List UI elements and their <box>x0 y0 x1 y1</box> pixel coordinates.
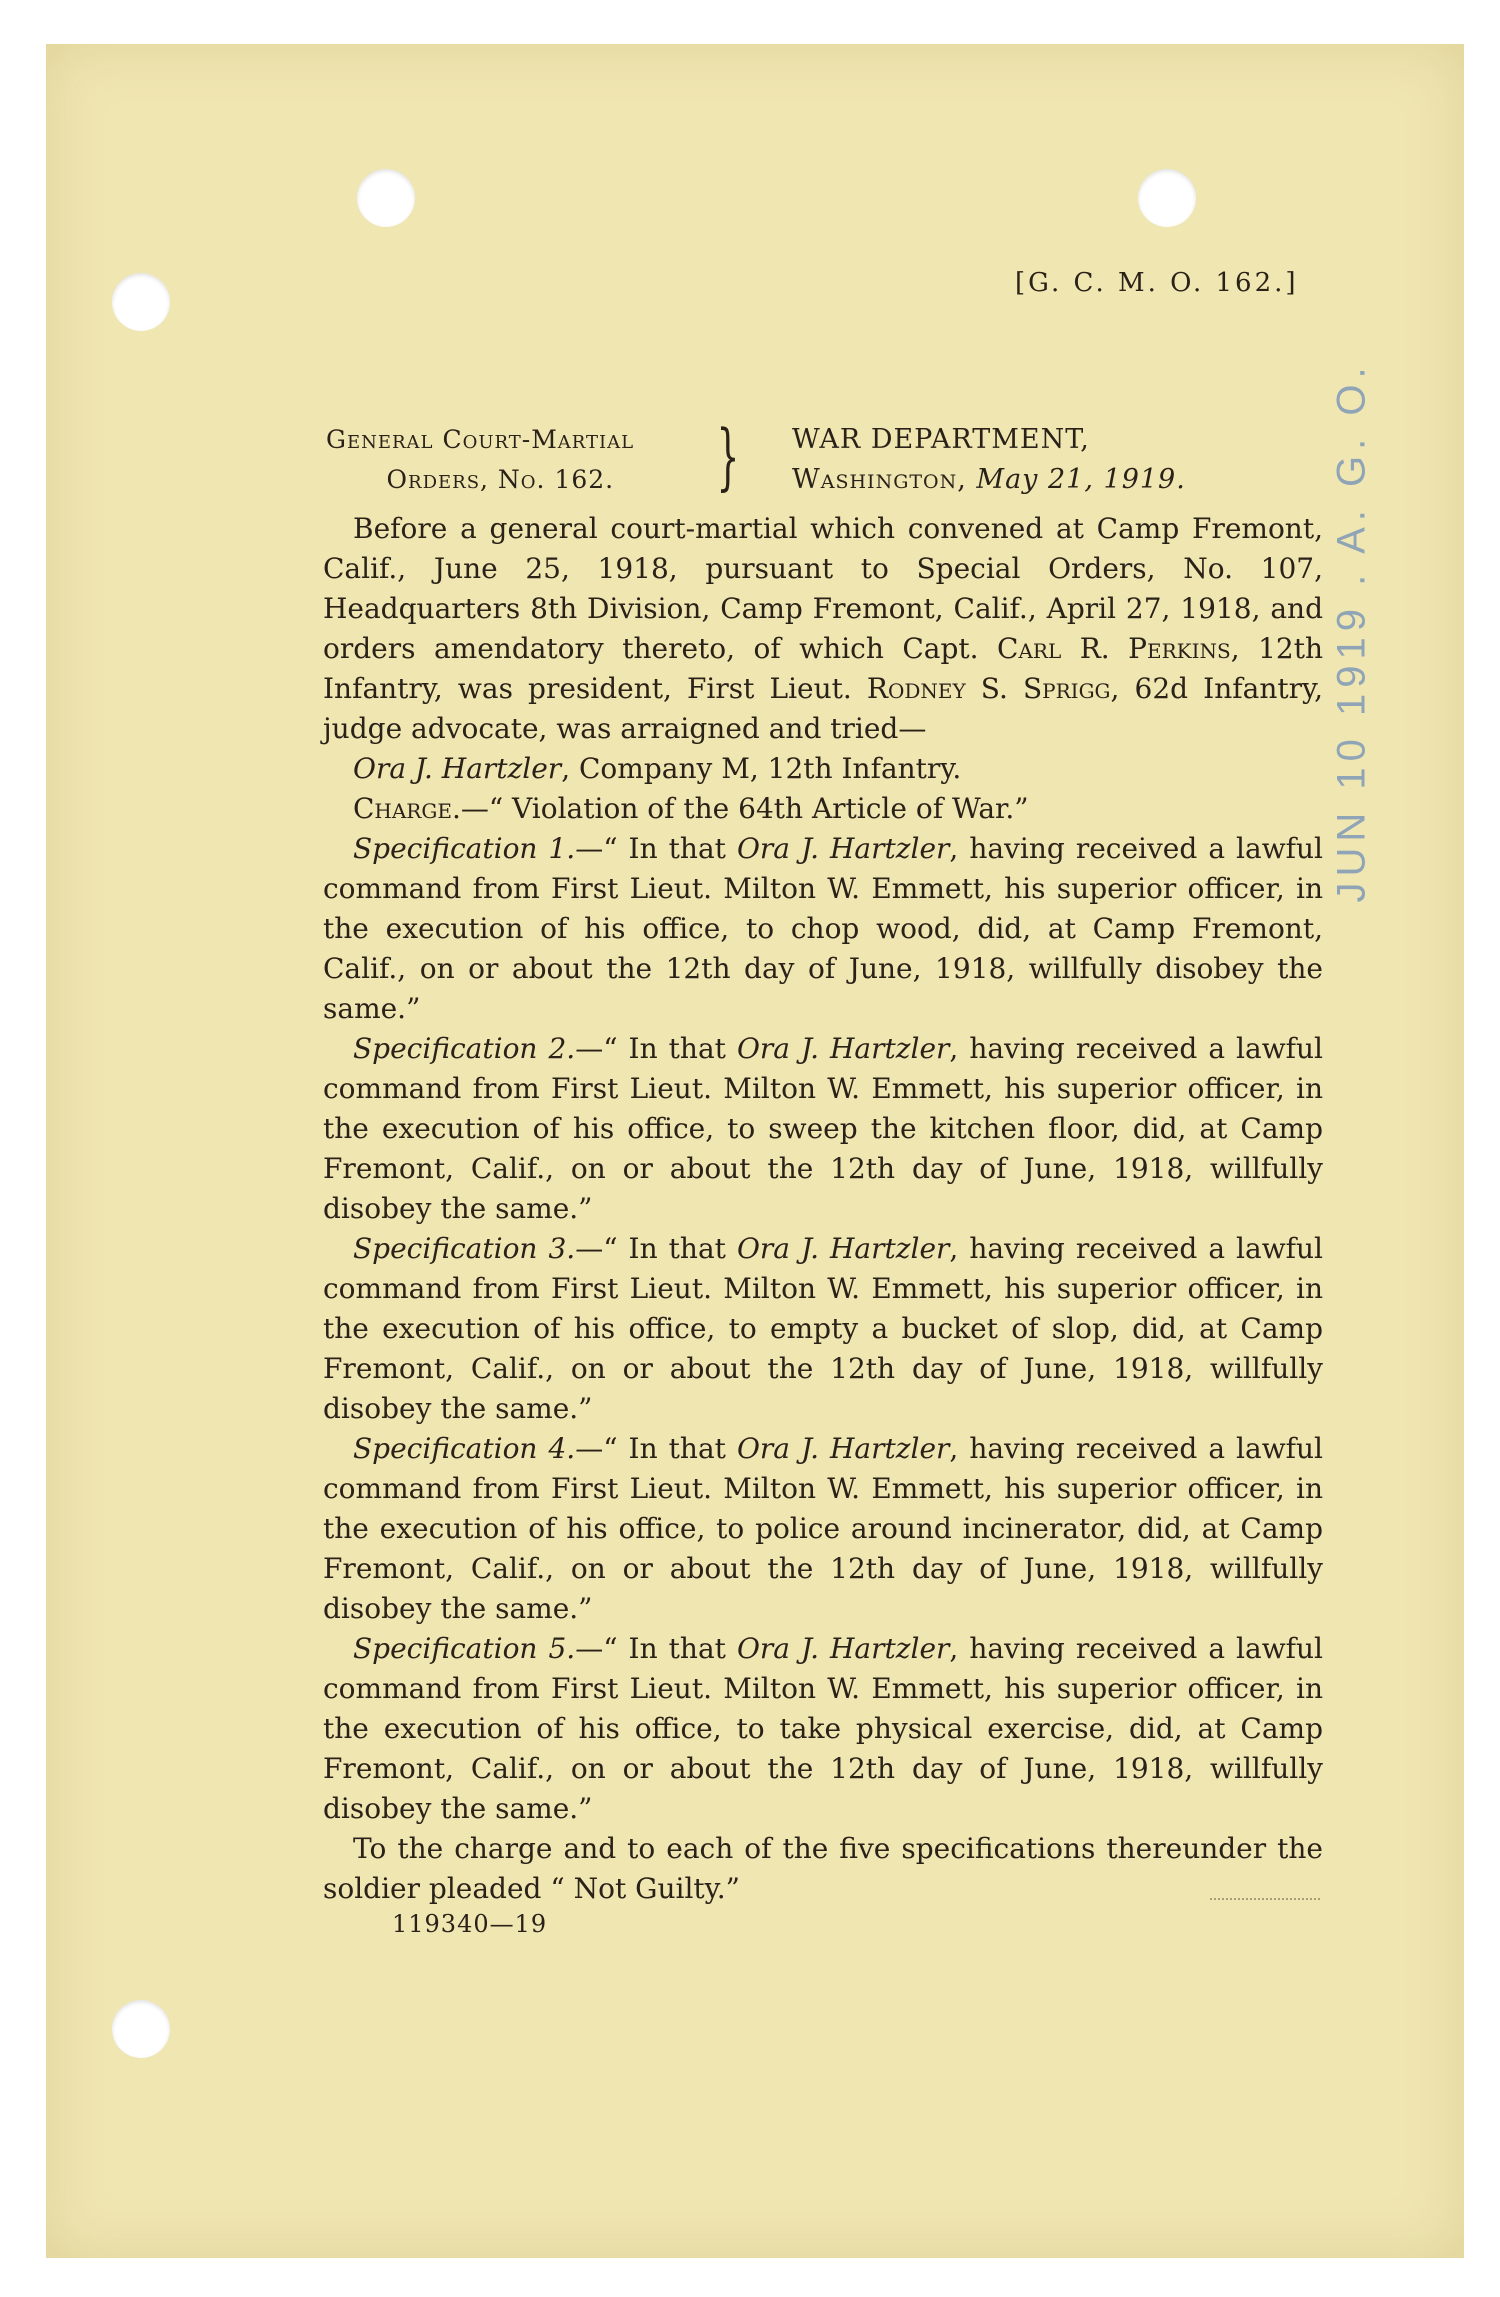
print-code: 119340—19 <box>392 1910 548 1938</box>
specification-5 <box>323 1629 1323 1829</box>
order-body <box>323 509 1323 1909</box>
spec-text: , having received a lawful command from First Lieut. Milton W. Emmett, his superior officer, in the execution of his office, to empty a bucket of slop, did, at Camp Fremont, Calif., on or about the 12th day of June, 1918, willfully disobey the same.” <box>323 1232 1324 1425</box>
accused-line <box>323 749 1323 789</box>
spec-text: —“ In that <box>575 1032 737 1065</box>
header-place: Washington, <box>792 464 967 495</box>
spec-accused-name: Ora J. Hartzler <box>736 1032 950 1065</box>
spec-accused-name: Ora J. Hartzler <box>736 832 950 865</box>
punch-hole <box>357 169 415 227</box>
president-name: Carl R. Perkins <box>997 632 1231 665</box>
punch-hole <box>112 2000 170 2058</box>
spec-text: , having received a lawful command from First Lieut. Milton W. Emmett, his superior officer, in the execution of his office, to police around incinerator, did, at Camp Fremont, Calif., on or about the 12th day of June, 1918, willfully disobey the same.” <box>323 1432 1324 1625</box>
header-order-number: Orders, No. 162. <box>386 465 615 494</box>
header-left <box>326 420 634 500</box>
charge-text: —“ Violation of the 64th Article of War.” <box>460 792 1029 825</box>
spec-text: , having received a lawful command from First Lieut. Milton W. Emmett, his superior officer, in the execution of his office, to chop wood, did, at Camp Fremont, Calif., on or about the 12th day of June, 1918, willfully disobey the same.” <box>323 832 1324 1025</box>
charge-line <box>323 789 1323 829</box>
charge-label: Charge. <box>353 792 461 825</box>
spec-label: Specification 5. <box>353 1632 576 1665</box>
spec-text: —“ In that <box>575 832 737 865</box>
accused-name: Ora J. Hartzler <box>353 752 562 785</box>
specification-1 <box>323 829 1323 1029</box>
spec-accused-name: Ora J. Hartzler <box>736 1432 950 1465</box>
plea-paragraph: To the charge and to each of the five specifications thereunder the soldier pleaded “ Not Guilty.” <box>323 1832 1323 1905</box>
order-reference: [G. C. M. O. 162.] <box>1015 268 1299 298</box>
judge-advocate-name: Rodney S. Sprigg <box>866 672 1111 705</box>
header-date: May 21, 1919. <box>976 464 1186 495</box>
intro-text: , 12th Infantry, was president, First Lieut. <box>323 632 1324 705</box>
specification-4 <box>323 1429 1323 1629</box>
punch-hole <box>1138 169 1196 227</box>
specification-2 <box>323 1029 1323 1229</box>
spec-text: , having received a lawful command from First Lieut. Milton W. Emmett, his superior officer, in the execution of his office, to sweep the kitchen floor, did, at Camp Fremont, Calif., on or about the 12th day of June, 1918, willfully disobey the same.” <box>323 1032 1324 1225</box>
spec-label: Specification 3. <box>353 1232 576 1265</box>
intro-text: , 62d Infantry, judge advocate, was arraigned and tried— <box>323 672 1323 745</box>
ink-smudge <box>1210 1890 1320 1900</box>
spec-text: , having received a lawful command from First Lieut. Milton W. Emmett, his superior officer, in the execution of his office, to take physical exercise, did, at Camp Fremont, Calif., on or about the 12th day of June, 1918, willfully disobey the same.” <box>323 1632 1324 1825</box>
spec-label: Specification 1. <box>353 832 576 865</box>
department-name: WAR DEPARTMENT, <box>792 424 1090 455</box>
intro-text: Before a general court-martial which convened at Camp Fremont, Calif., June 25, 1918, pursuant to Special Orders, No. 107, Headquarters 8th Division, Camp Fremont, Calif., April 27, 1918, and orders amendatory thereto, of which Capt. <box>323 512 1323 665</box>
spec-label: Specification 2. <box>353 1032 576 1065</box>
intro-paragraph <box>323 509 1323 749</box>
received-stamp: JUN 10 1919 . A. G. O. <box>1329 361 1374 903</box>
header-right <box>792 420 1186 500</box>
accused-unit: , Company M, 12th Infantry. <box>561 752 962 785</box>
header-brace: } <box>716 414 740 498</box>
specification-3 <box>323 1229 1323 1429</box>
spec-text: —“ In that <box>575 1432 737 1465</box>
spec-accused-name: Ora J. Hartzler <box>736 1632 950 1665</box>
spec-text: —“ In that <box>575 1232 737 1265</box>
punch-hole <box>112 273 170 331</box>
spec-text: —“ In that <box>575 1632 737 1665</box>
spec-label: Specification 4. <box>353 1432 576 1465</box>
spec-accused-name: Ora J. Hartzler <box>736 1232 950 1265</box>
header-title: General Court-Martial <box>326 425 635 454</box>
